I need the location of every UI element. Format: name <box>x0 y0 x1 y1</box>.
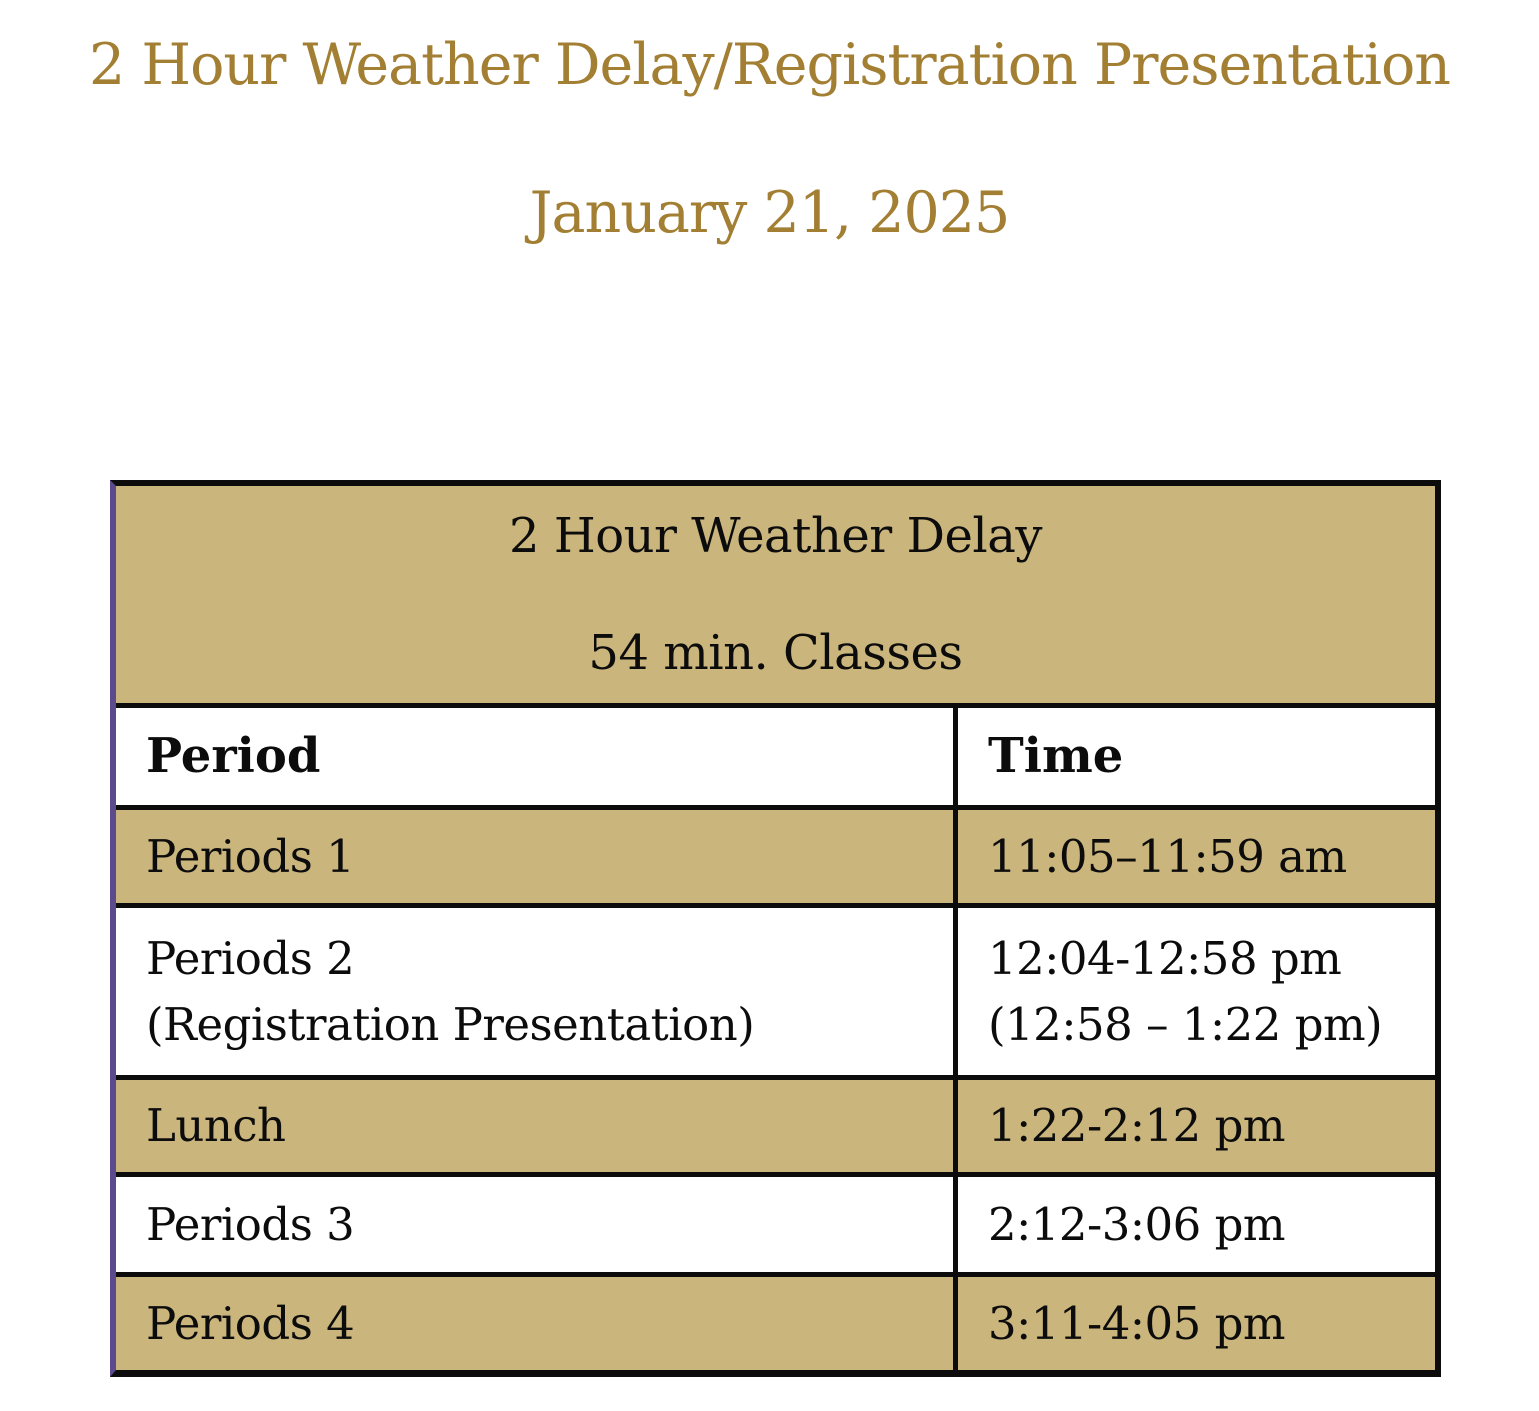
time-value: 1:22-2:12 pm <box>988 1099 1286 1153</box>
time-cell <box>953 810 1435 903</box>
period-label: Periods 2 <box>146 932 355 986</box>
time-value-line2: (12:58 – 1:22 pm) <box>988 997 1383 1051</box>
table-row-lunch <box>116 1075 1435 1172</box>
time-cell <box>953 1080 1435 1172</box>
period-label: Periods 3 <box>146 1197 355 1251</box>
column-header-time <box>953 708 1435 805</box>
time-value: 2:12-3:06 pm <box>988 1197 1286 1251</box>
time-value: 11:05–11:59 am <box>988 829 1347 883</box>
table-row-periods-2 <box>116 903 1435 1075</box>
time-cell <box>953 1277 1435 1370</box>
time-value: 3:11-4:05 pm <box>988 1296 1286 1350</box>
period-label-line2: (Registration Presentation) <box>146 997 755 1051</box>
time-cell <box>953 908 1435 1075</box>
time-value: 12:04-12:58 pm <box>988 932 1342 986</box>
banner-title: 2 Hour Weather Delay <box>509 508 1042 565</box>
table-row-periods-1 <box>116 805 1435 903</box>
period-cell <box>116 908 953 1075</box>
period-cell <box>116 1277 953 1370</box>
period-cell <box>116 1080 953 1172</box>
time-cell <box>953 1177 1435 1272</box>
column-header-period <box>116 708 953 805</box>
banner-subtitle: 54 min. Classes <box>588 624 963 681</box>
page-date: January 21, 2025 <box>529 180 1010 246</box>
period-label: Lunch <box>146 1099 286 1153</box>
period-cell <box>116 810 953 903</box>
table-row-periods-3 <box>116 1172 1435 1272</box>
schedule-table <box>110 480 1441 1377</box>
period-cell <box>116 1177 953 1272</box>
table-header-row <box>116 703 1435 805</box>
page-title: 2 Hour Weather Delay/Registration Presentation <box>88 32 1451 98</box>
table-row-periods-4 <box>116 1272 1435 1370</box>
column-header-period-label: Period <box>146 727 321 784</box>
period-label: Periods 4 <box>146 1296 355 1350</box>
period-label: Periods 1 <box>146 829 355 883</box>
column-header-time-label: Time <box>988 727 1124 784</box>
table-banner <box>116 486 1435 703</box>
